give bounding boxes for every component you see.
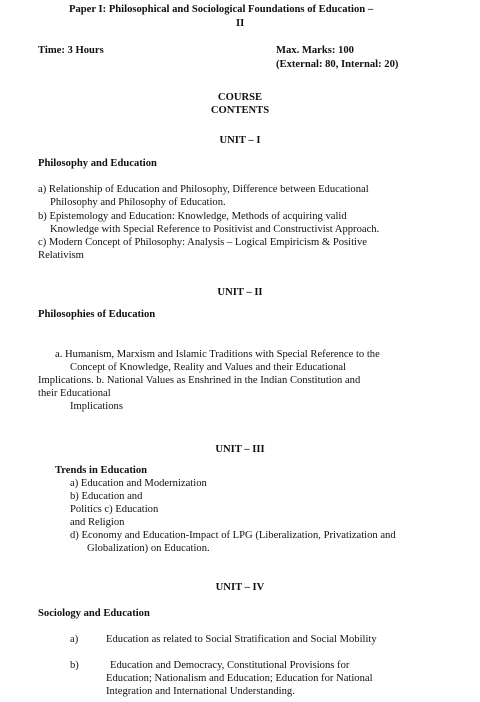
course-contents-line-2: CONTENTS bbox=[210, 105, 270, 116]
unit-3-label: UNIT – III bbox=[215, 444, 265, 455]
unit-4-item-a-text: Education as related to Social Stratification and Social Mobility bbox=[106, 634, 377, 645]
paper-title-line-2: II bbox=[236, 18, 245, 29]
unit-4-heading: Sociology and Education bbox=[38, 608, 150, 619]
unit-2-line: Concept of Knowledge, Reality and Values and their Educational bbox=[70, 362, 347, 373]
unit-1-line: c) Modern Concept of Philosophy: Analysis – Logical Empiricism & Positive bbox=[38, 237, 367, 248]
unit-2-line: Implications bbox=[70, 401, 123, 412]
unit-4-item-b-line: Education and Democracy, Constitutional Provisions for bbox=[110, 660, 350, 671]
unit-4-item-b-marker: b) bbox=[70, 660, 79, 671]
unit-3-line: Politics c) Education bbox=[70, 504, 159, 515]
paper-title-line-1: Paper I: Philosophical and Sociological Foundations of Education – bbox=[69, 4, 374, 15]
unit-1-line: a) Relationship of Education and Philosophy, Difference between Educational bbox=[38, 184, 369, 195]
unit-2-line: their Educational bbox=[38, 388, 111, 399]
unit-1-line: Relativism bbox=[38, 250, 84, 261]
unit-4-item-a-marker: a) bbox=[70, 634, 79, 645]
unit-3-line: and Religion bbox=[70, 517, 125, 528]
unit-1-line: Philosophy and Philosophy of Education. bbox=[50, 197, 226, 208]
unit-2-heading: Philosophies of Education bbox=[38, 309, 156, 320]
course-contents-line-1: COURSE bbox=[217, 92, 263, 103]
unit-1-heading: Philosophy and Education bbox=[38, 158, 157, 169]
unit-2-label: UNIT – II bbox=[217, 287, 263, 298]
unit-4-item-b-line: Education; Nationalism and Education; Education for National bbox=[106, 673, 373, 684]
unit-4-label: UNIT – IV bbox=[215, 582, 265, 593]
unit-3-line: d) Economy and Education-Impact of LPG (Liberalization, Privatization and bbox=[70, 530, 396, 541]
unit-3-heading: Trends in Education bbox=[55, 465, 148, 476]
unit-3-line: Globalization) on Education. bbox=[87, 543, 210, 554]
exam-time: Time: 3 Hours bbox=[38, 45, 104, 56]
unit-1-line: Knowledge with Special Reference to Positivist and Constructivist Approach. bbox=[50, 224, 380, 235]
unit-2-line: a. Humanism, Marxism and Islamic Traditions with Special Reference to the bbox=[55, 349, 380, 360]
unit-1-line: b) Epistemology and Education: Knowledge, Methods of acquiring valid bbox=[38, 211, 347, 222]
max-marks: Max. Marks: 100 bbox=[276, 45, 354, 56]
unit-3-line: b) Education and bbox=[70, 491, 143, 502]
unit-4-item-b-line: Integration and International Understanding. bbox=[106, 686, 295, 697]
unit-2-line: Implications. b. National Values as Enshrined in the Indian Constitution and bbox=[38, 375, 361, 386]
marks-split: (External: 80, Internal: 20) bbox=[276, 59, 399, 70]
unit-1-label: UNIT – I bbox=[219, 135, 261, 146]
unit-3-line: a) Education and Modernization bbox=[70, 478, 207, 489]
